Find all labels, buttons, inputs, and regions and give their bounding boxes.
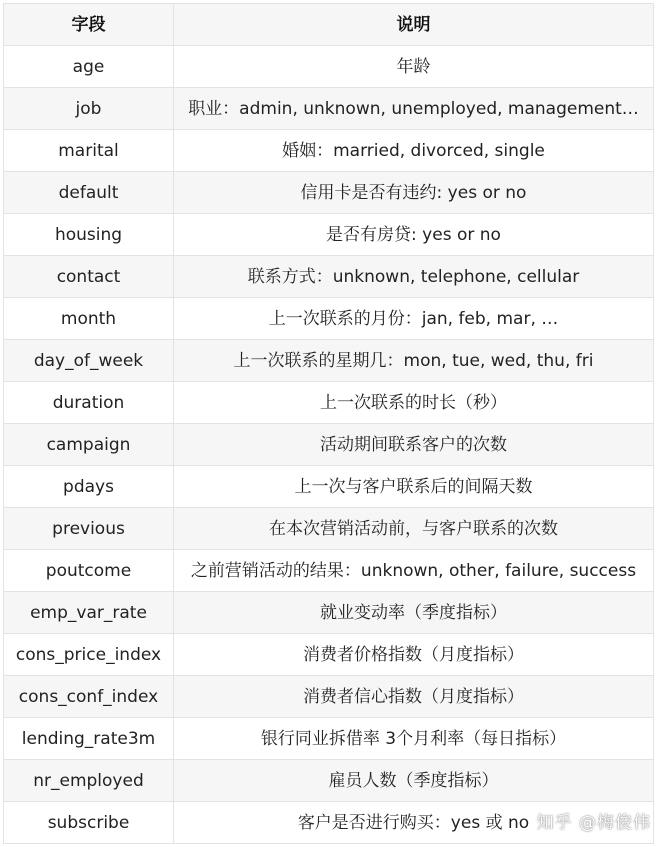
field-description-cell: 联系方式：unknown, telephone, cellular [174,256,654,298]
field-name-cell: job [4,88,174,130]
field-name-cell: poutcome [4,550,174,592]
field-description-cell: 消费者信心指数（月度指标） [174,676,654,718]
field-name-cell: subscribe [4,802,174,844]
field-name-cell: previous [4,508,174,550]
table-row [4,46,654,88]
field-name-cell: duration [4,382,174,424]
table-row [4,760,654,802]
field-name-cell: lending_rate3m [4,718,174,760]
header-description: 说明 [174,4,654,46]
table-row [4,172,654,214]
table-row [4,340,654,382]
field-description-cell: 信用卡是否有违约: yes or no [174,172,654,214]
table-row [4,676,654,718]
field-description-cell: 银行同业拆借率 3个月利率（每日指标） [174,718,654,760]
field-name-cell: pdays [4,466,174,508]
field-description-cell: 活动期间联系客户的次数 [174,424,654,466]
table-row [4,214,654,256]
table-row [4,466,654,508]
table-row [4,718,654,760]
table-row [4,634,654,676]
table-row [4,592,654,634]
field-name-cell: nr_employed [4,760,174,802]
field-description-cell: 上一次与客户联系后的间隔天数 [174,466,654,508]
field-name-cell: cons_conf_index [4,676,174,718]
field-description-cell: 消费者价格指数（月度指标） [174,634,654,676]
field-description-cell: 客户是否进行购买：yes 或 no [174,802,654,844]
field-description-cell: 雇员人数（季度指标） [174,760,654,802]
field-table-container [3,3,653,844]
field-name-cell: contact [4,256,174,298]
table-row [4,382,654,424]
watermark: 知乎 @梅俊伟 [536,813,651,833]
field-name-cell: day_of_week [4,340,174,382]
field-name-cell: month [4,298,174,340]
field-name-cell: default [4,172,174,214]
field-description-cell: 婚姻：married, divorced, single [174,130,654,172]
header-field: 字段 [4,4,174,46]
table-header-row [4,4,654,46]
field-description-cell: 是否有房贷: yes or no [174,214,654,256]
field-name-cell: age [4,46,174,88]
table-row [4,88,654,130]
field-description-cell: 上一次联系的星期几：mon, tue, wed, thu, fri [174,340,654,382]
field-name-cell: marital [4,130,174,172]
field-description-cell: 就业变动率（季度指标） [174,592,654,634]
field-name-cell: campaign [4,424,174,466]
field-description-cell: 之前营销活动的结果：unknown, other, failure, success [174,550,654,592]
field-name-cell: cons_price_index [4,634,174,676]
field-description-cell: 职业：admin, unknown, unemployed, management… [174,88,654,130]
field-description-cell: 在本次营销活动前，与客户联系的次数 [174,508,654,550]
field-name-cell: housing [4,214,174,256]
field-description-cell: 上一次联系的月份：jan, feb, mar, … [174,298,654,340]
table-row [4,550,654,592]
table-row [4,256,654,298]
table-row [4,130,654,172]
table-row [4,508,654,550]
field-description-table [3,3,654,844]
table-row [4,424,654,466]
field-description-cell: 上一次联系的时长（秒） [174,382,654,424]
table-row [4,298,654,340]
field-name-cell: emp_var_rate [4,592,174,634]
field-description-cell: 年龄 [174,46,654,88]
